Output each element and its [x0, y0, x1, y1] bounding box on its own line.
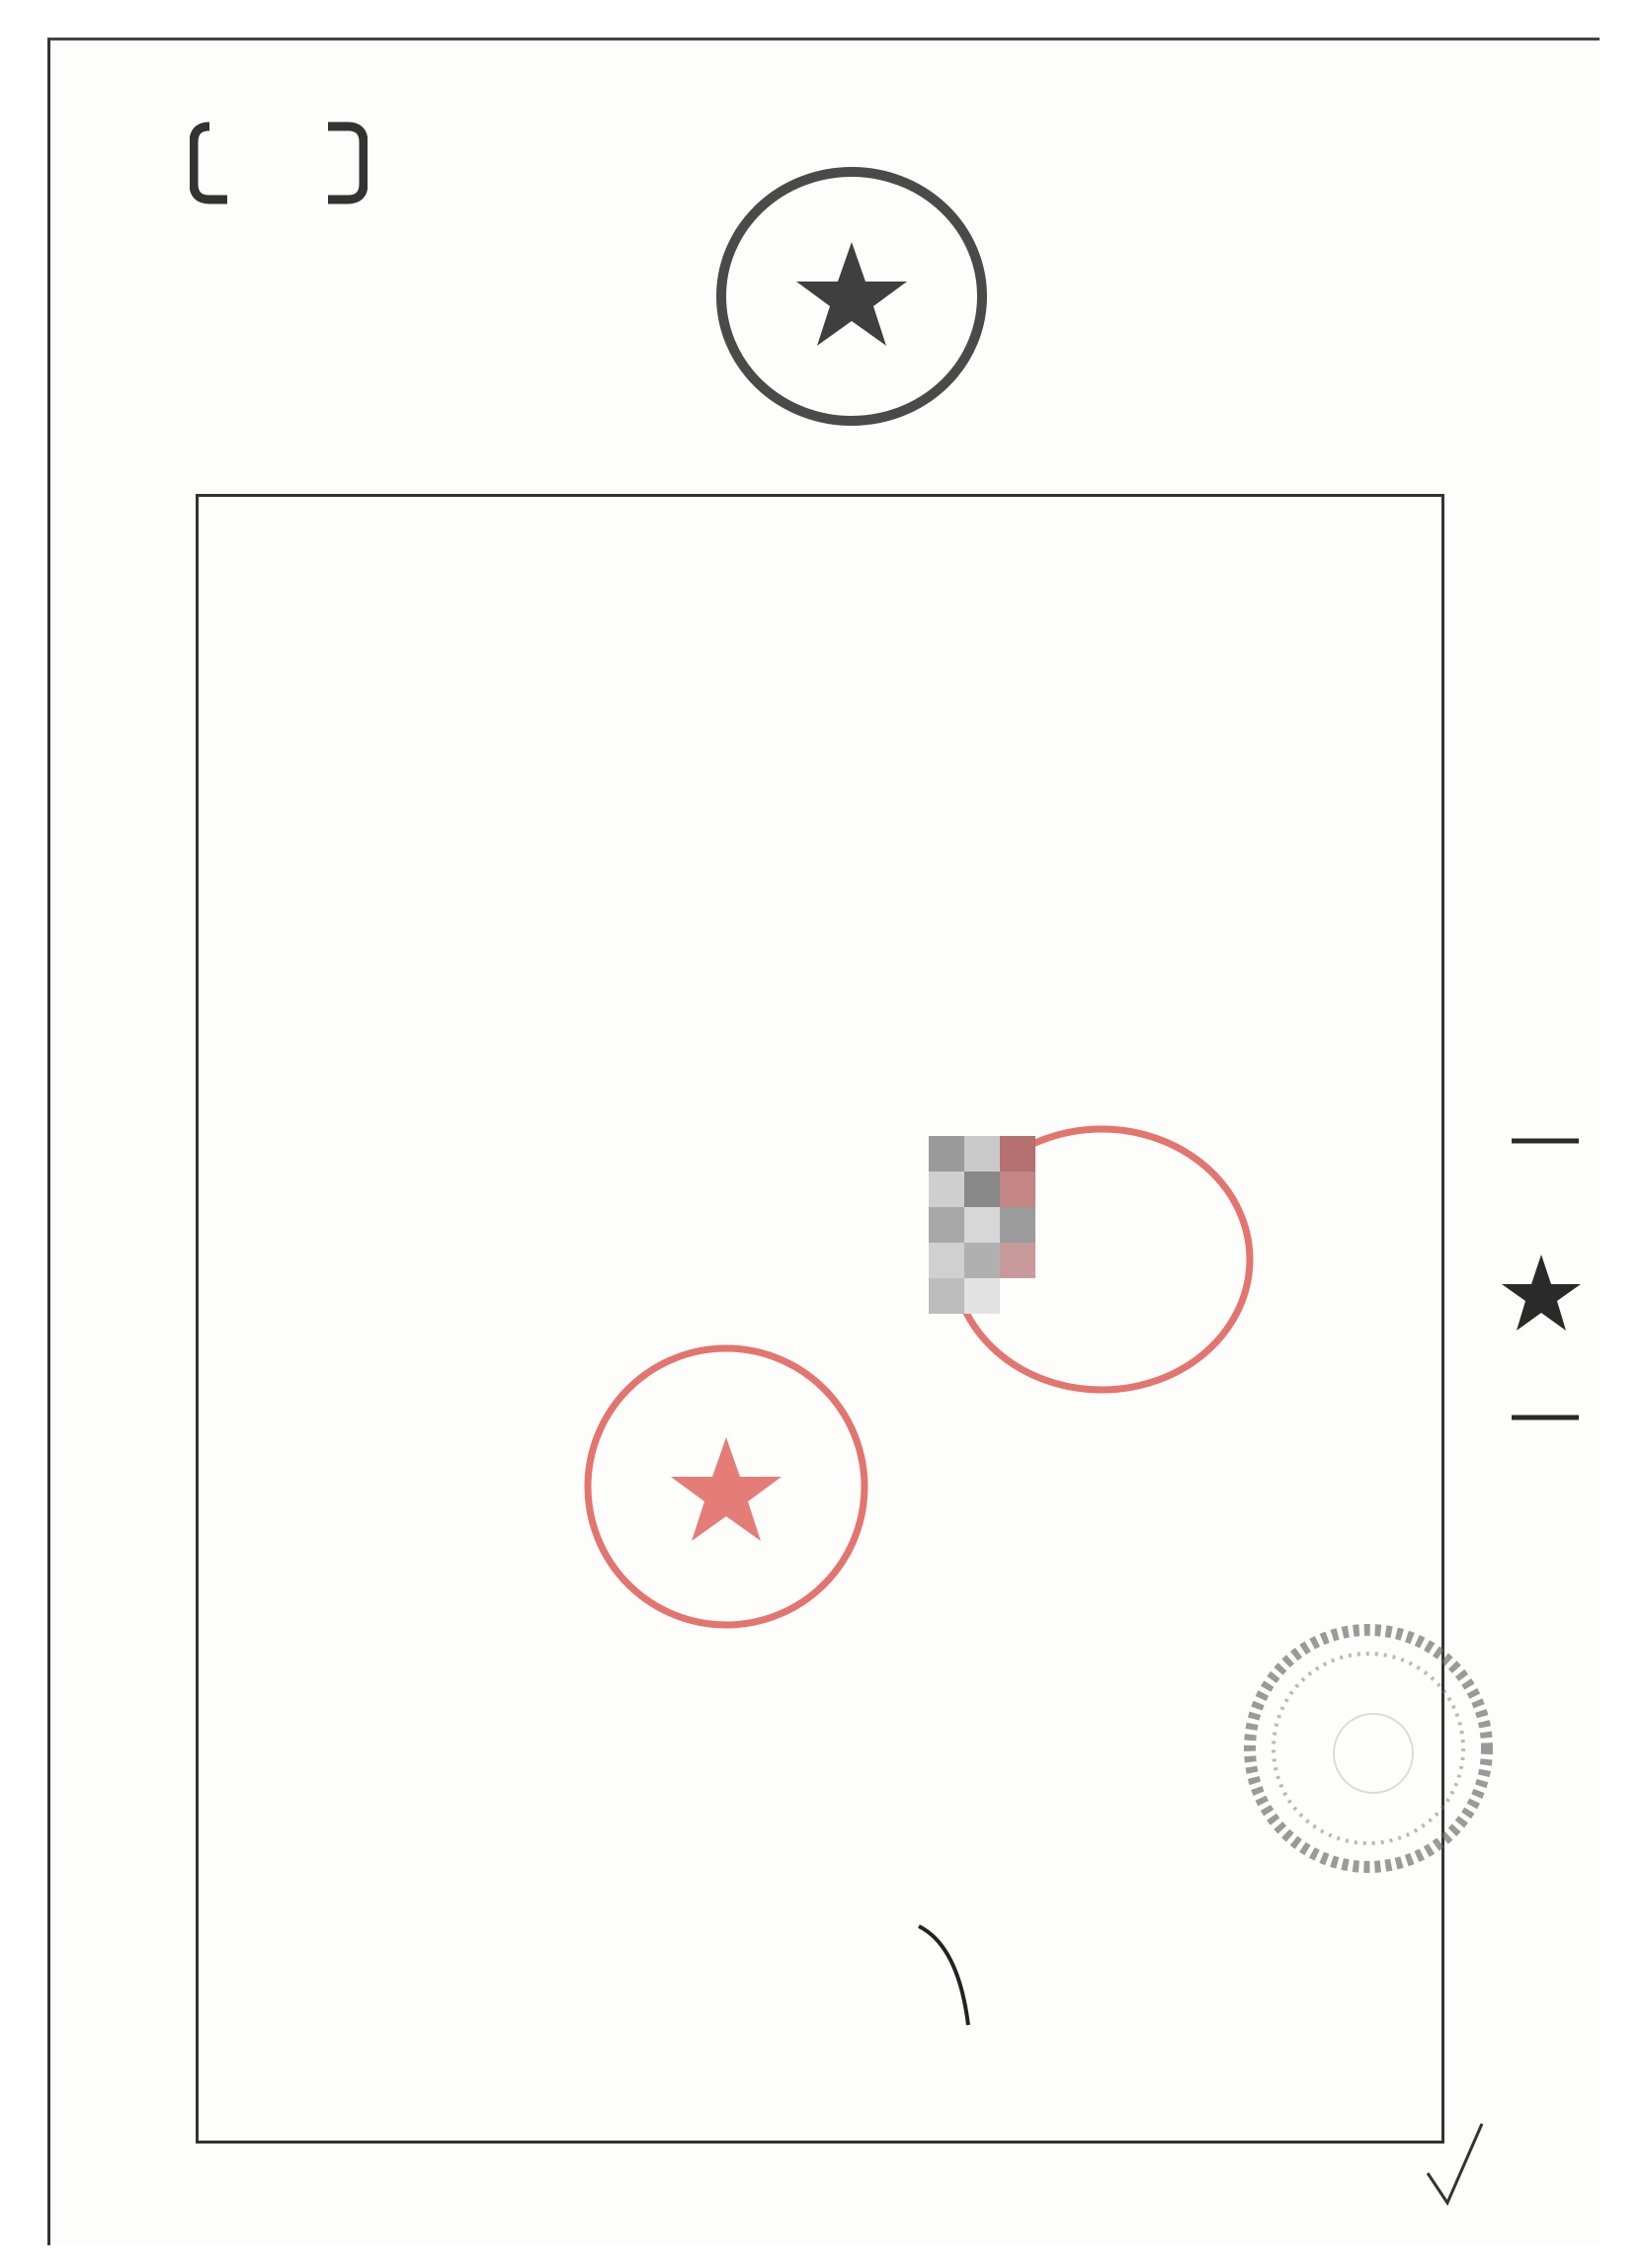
report-number-line — [227, 441, 259, 465]
institute-seal — [703, 148, 1000, 435]
redaction-pixelation — [929, 1136, 1037, 1314]
company-red-seal — [568, 1329, 884, 1645]
edge-partial-seal — [1492, 1131, 1581, 1427]
pen-mark — [909, 1916, 1028, 2035]
check-mark — [1423, 2114, 1502, 2213]
grey-round-seal — [1225, 1605, 1512, 1892]
cma-logo — [190, 119, 368, 207]
